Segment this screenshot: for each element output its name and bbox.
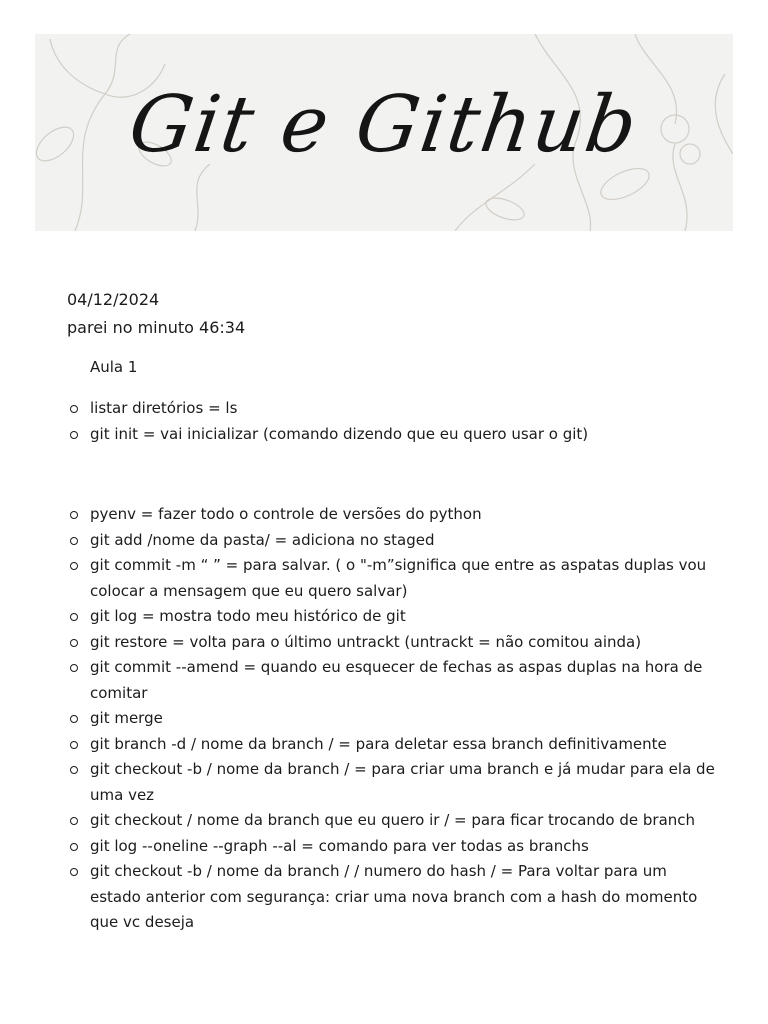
bullet-icon [70,431,78,439]
list-item [0,528,768,554]
bullet-icon [70,639,78,647]
page-title: Git e Github [123,80,644,170]
note-meta [67,286,245,342]
list-item [0,422,768,448]
list-item [0,553,768,604]
notes-list-1 [0,396,768,447]
list-item-text: git log = mostra todo meu histórico de git [90,607,406,625]
header-banner [35,34,733,231]
bullet-icon [70,843,78,851]
list-item [0,706,768,732]
bullet-icon [70,766,78,774]
list-item [0,502,768,528]
list-item-text: pyenv = fazer todo o controle de versões do python [90,505,482,523]
list-item-text: git add /nome da pasta/ = adiciona no staged [90,530,435,549]
list-item-text: git commit -m “ ” = para salvar. ( o "-m”significa que entre as aspatas duplas vou colocar a mensagem que eu quero salvar) [90,556,707,600]
progress-note: parei no minuto 46:34 [67,318,246,337]
list-item [0,757,768,808]
section-heading: Aula 1 [90,358,138,376]
list-item [0,732,768,758]
list-item [0,834,768,860]
list-item-text: git checkout -b / nome da branch / / numero do hash / = Para voltar para um estado anterior com segurança: criar uma nova branch com a hash do momento que vc deseja [90,862,698,931]
list-item-text: git merge [90,709,163,727]
list-item-text: git log --oneline --graph --al = comando para ver todas as branchs [90,836,589,855]
bullet-icon [70,405,78,413]
list-item-text: git init = vai inicializar (comando dizendo que eu quero usar o git) [90,424,589,443]
list-item [0,859,768,936]
list-item-text: git restore = volta para o último untrackt (untrackt = não comitou ainda) [90,632,642,651]
bullet-icon [70,715,78,723]
bullet-icon [70,613,78,621]
bullet-icon [70,868,78,876]
list-item [0,630,768,656]
list-item [0,808,768,834]
list-item [0,604,768,630]
bullet-icon [70,511,78,519]
notes-list-2 [0,502,768,936]
list-item [0,655,768,706]
list-item-text: listar diretórios = ls [90,399,238,417]
bullet-icon [70,664,78,672]
list-item [0,396,768,422]
list-item-text: git commit --amend = quando eu esquecer de fechas as aspas duplas na hora de comitar [90,658,703,702]
bullet-icon [70,537,78,545]
list-item-text: git checkout -b / nome da branch / = para criar uma branch e já mudar para ela de uma vez [90,760,715,804]
note-date: 04/12/2024 [67,290,160,309]
bullet-icon [70,817,78,825]
list-item-text: git branch -d / nome da branch / = para deletar essa branch definitivamente [90,734,667,753]
list-item-text: git checkout / nome da branch que eu quero ir / = para ficar trocando de branch [90,811,696,829]
bullet-icon [70,562,78,570]
bullet-icon [70,741,78,749]
